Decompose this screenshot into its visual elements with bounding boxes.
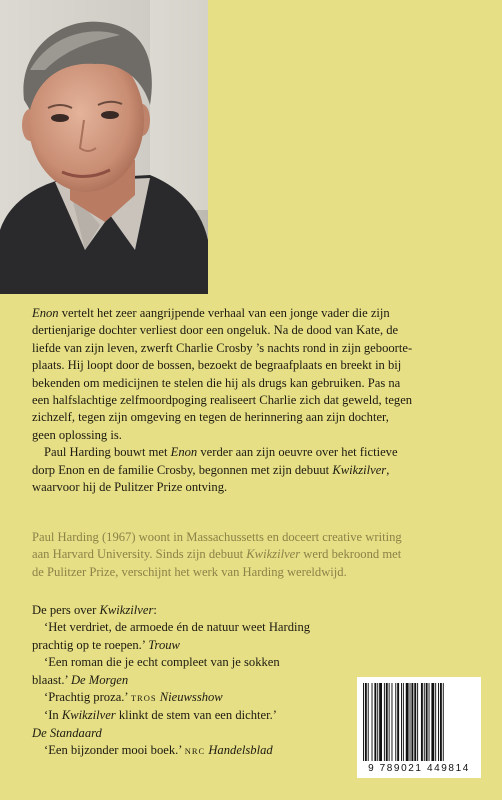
- book-title-kwikzilver: Kwikzilver: [246, 547, 301, 562]
- bio-line: de Pulitzer Prize, verschijnt het werk van Harding wereldwijd.: [32, 564, 347, 579]
- barcode-bar: [403, 683, 404, 761]
- quote-text: ‘Prachtig proza.’: [44, 690, 131, 705]
- blurb-line: een halfslachtige zelfmoordpoging realiseert Charlie zich dat geweld, tegen: [32, 393, 413, 408]
- quote-source-smallcaps: TROS: [130, 693, 157, 704]
- quote-text: prachtig op te roepen.’: [32, 637, 149, 652]
- bio-line: werd bekroond met: [300, 547, 402, 562]
- blurb-line: zichzelf, tegen zijn omgeving en tegen de herinnering aan zijn dochter,: [32, 410, 389, 425]
- barcode-bar: [438, 683, 439, 761]
- book-title-kwikzilver: Kwikzilver: [61, 708, 116, 723]
- blurb-line: Paul Harding bouwt met: [44, 445, 171, 460]
- barcode-bar: [426, 683, 428, 761]
- book-title-enon: Enon: [170, 445, 198, 460]
- barcode-bar: [414, 683, 416, 761]
- quote-text: blaast.’: [32, 672, 71, 687]
- barcode-bar: [379, 683, 382, 761]
- quote-source: Trouw: [148, 637, 180, 652]
- barcode-bar: [365, 683, 367, 761]
- blurb-line: plaats. Hij loopt door de bossen, bezoekt de begraafplaats en breekt in bij: [32, 358, 402, 373]
- press-quote-trouw: [32, 619, 412, 654]
- blurb-text: [32, 305, 472, 496]
- blurb-line: geen oplossing is.: [32, 427, 122, 442]
- quote-source: De Standaard: [32, 725, 102, 740]
- blurb-paragraph-2: [32, 444, 472, 496]
- bio-line: Paul Harding (1967) woont in Massachussetts en doceert creative writing: [32, 530, 402, 544]
- barcode-bar: [417, 683, 418, 761]
- isbn-number: 9 789021 449814: [368, 763, 470, 774]
- isbn-barcode: [357, 677, 481, 778]
- book-title-kwikzilver: Kwikzilver: [99, 603, 154, 617]
- barcode-bar: [411, 683, 413, 761]
- barcode-bar: [386, 683, 388, 761]
- barcode-bar: [440, 683, 442, 761]
- barcode-bar: [410, 683, 411, 761]
- barcode-bar: [424, 683, 425, 761]
- press-quotes: [32, 602, 412, 761]
- quote-text: ‘In: [44, 708, 62, 723]
- barcode-bar: [377, 683, 378, 761]
- author-photo: [0, 0, 208, 294]
- barcode-bar: [443, 683, 444, 761]
- press-quote-standaard: [32, 707, 412, 742]
- book-title-kwikzilver: Kwikzilver: [332, 462, 387, 477]
- quote-text: ‘Een bijzonder mooi boek.’: [44, 743, 185, 758]
- press-quote-tros: [32, 689, 412, 707]
- press-heading-colon: :: [153, 603, 157, 617]
- blurb-line: dertienjarige dochter verliest door een ongeluk. Na de dood van Kate, de: [32, 323, 399, 338]
- barcode-bar: [392, 683, 393, 761]
- blurb-line: dorp Enon en de familie Crosby, begonnen met zijn debuut: [32, 462, 333, 477]
- press-heading: [32, 602, 412, 619]
- blurb-paragraph-1: [32, 305, 472, 444]
- blurb-line: vertelt het zeer aangrijpende verhaal van een jonge vader die zijn: [58, 306, 390, 320]
- barcode-bar: [429, 683, 430, 761]
- barcode-bar: [372, 683, 373, 761]
- barcode-bar: [368, 683, 369, 761]
- blurb-line: ,: [386, 462, 390, 477]
- barcode-bar: [431, 683, 434, 761]
- blurb-line: waarvoor hij de Pulitzer Prize ontving.: [32, 480, 228, 495]
- author-portrait-graphic: [0, 0, 208, 294]
- barcode-bar: [421, 683, 423, 761]
- press-quote-demorgen: [32, 654, 412, 689]
- blurb-line: bekenden om medicijnen te stelen die hij als drugs kan gebruiken. Pas na: [32, 375, 401, 390]
- barcode-bar: [395, 683, 396, 761]
- quote-source-smallcaps: NRC: [184, 746, 206, 757]
- press-quote-nrc: [32, 742, 412, 760]
- bio-line: aan Harvard University. Sinds zijn debuut: [32, 547, 247, 562]
- quote-text: ‘Een roman die je echt compleet van je sokken: [44, 655, 280, 670]
- quote-text: ‘Het verdriet, de armoede én de natuur weet Harding: [44, 620, 311, 635]
- barcode-bar: [435, 683, 436, 761]
- barcode-bar: [374, 683, 376, 761]
- book-title-enon: Enon: [32, 306, 59, 320]
- barcode-bar: [384, 683, 385, 761]
- quote-text: klinkt de stem van een dichter.’: [115, 708, 277, 723]
- barcode-bar: [397, 683, 399, 761]
- quote-source: De Morgen: [70, 672, 129, 687]
- press-heading-text: De pers over: [32, 603, 100, 617]
- author-bio: [32, 529, 477, 581]
- blurb-line: liefde van zijn leven, zwerft Charlie Crosby ’s nachts rond in zijn geboorte-: [32, 340, 413, 355]
- barcode-bar: [401, 683, 402, 761]
- blurb-line: verder aan zijn oeuvre over het fictieve: [197, 445, 398, 460]
- barcode-bar: [389, 683, 390, 761]
- quote-source: Nieuwsshow: [156, 690, 223, 705]
- barcode-bar: [363, 683, 364, 761]
- quote-source: Handelsblad: [205, 743, 273, 758]
- barcode-bar: [406, 683, 409, 761]
